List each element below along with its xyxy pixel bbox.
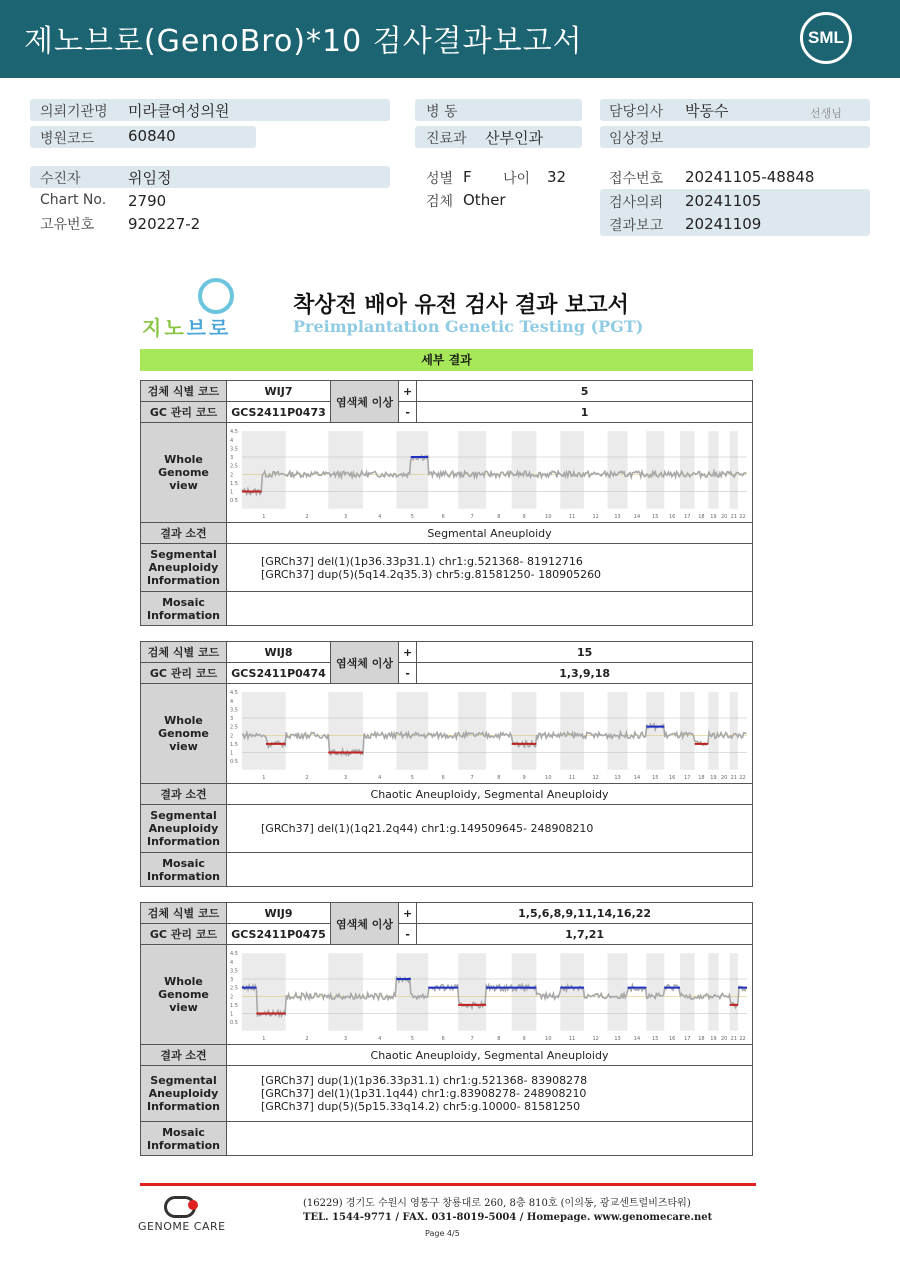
chromosome-label: 22	[739, 1035, 746, 1042]
chromosome-label: 2	[305, 774, 309, 781]
y-tick-label: 3	[229, 454, 234, 461]
specimen-code-label: 검체 식별 코드	[141, 903, 227, 924]
finding-value: Segmental Aneuploidy	[227, 523, 753, 544]
chromosome-band	[512, 692, 537, 770]
specimen-code-label: 검체 식별 코드	[141, 642, 227, 663]
minus-chromosomes: 1	[417, 402, 753, 423]
finding-label: 결과 소견	[141, 523, 227, 544]
chromosome-band	[730, 953, 738, 1031]
chromosome-band	[646, 953, 664, 1031]
logo-text-1: 지노	[142, 316, 187, 340]
chromosome-label: 17	[684, 1035, 691, 1042]
genobro-logo-text	[142, 312, 231, 341]
chromosome-label: 17	[684, 774, 691, 781]
minus-sign: -	[399, 402, 417, 423]
y-tick-label: 2	[229, 471, 234, 478]
y-tick-label: 3	[229, 715, 234, 722]
y-tick-label: 1	[229, 749, 234, 757]
chromosome-band	[458, 692, 486, 770]
chromosome-label: 4	[378, 1035, 382, 1042]
chromosome-label: 12	[592, 1035, 599, 1042]
gc-code-label: GC 관리 코드	[141, 663, 227, 684]
clinical-label: 임상정보	[609, 131, 664, 147]
mosaic-value	[227, 592, 753, 626]
chrom-abn-label: 염색체 이상	[331, 903, 399, 945]
chromosome-label: 3	[344, 774, 348, 781]
chromosome-label: 1	[262, 1035, 266, 1042]
y-tick-label: 3	[229, 976, 234, 983]
copy-number-trace	[242, 724, 746, 755]
dept-label: 진료과	[426, 131, 467, 147]
chromosome-label: 21	[730, 774, 738, 781]
y-tick-label: 2.5	[229, 463, 238, 470]
segmental-value	[227, 805, 753, 853]
segmental-label: Segmental Aneuploidy Information	[141, 1066, 227, 1122]
chromosome-band	[396, 431, 428, 509]
chromosome-label: 5	[410, 513, 414, 520]
plus-sign: +	[399, 903, 417, 924]
whole-genome-chart	[228, 686, 751, 782]
y-tick-label: 3.5	[229, 706, 238, 713]
chromosome-band	[512, 953, 537, 1031]
chromosome-band	[708, 692, 718, 770]
chromosome-label: 17	[684, 513, 691, 520]
y-tick-label: 0.5	[229, 1019, 238, 1026]
chromosome-label: 16	[668, 774, 676, 781]
chrom-abn-label: 염색체 이상	[331, 381, 399, 423]
segment-line: [GRCh37] dup(5)(5p15.33q14.2) chr5:g.10000- 81581250	[261, 1100, 581, 1113]
pgt-subtitle: Preimplantation Genetic Testing (PGT)	[293, 317, 644, 336]
report-label: 결과보고	[609, 218, 664, 234]
chromosome-label: 20	[720, 774, 728, 781]
result-table	[140, 641, 753, 887]
y-tick-label: 0.5	[229, 758, 238, 765]
y-tick-label: 0.5	[229, 497, 238, 504]
chromosome-label: 10	[545, 513, 552, 520]
y-tick-label: 1	[229, 488, 234, 496]
chromosome-label: 21	[730, 1035, 738, 1042]
chromosome-label: 9	[522, 513, 526, 520]
chromosome-label: 12	[592, 774, 599, 781]
gc-code-value: GCS2411P0474	[227, 663, 331, 684]
mosaic-value	[227, 853, 753, 887]
chrom-abn-label: 염색체 이상	[331, 642, 399, 684]
segment-line: [GRCh37] dup(1)(1p36.33p31.1) chr1:g.521368- 83908278	[261, 1074, 588, 1087]
y-tick-label: 1.5	[229, 1002, 238, 1009]
chromosome-label: 6	[441, 774, 445, 781]
footer-address	[303, 1197, 712, 1225]
minus-chromosomes: 1,3,9,18	[417, 663, 753, 684]
sex-value: F	[463, 168, 472, 186]
segment-line: [GRCh37] del(1)(1q21.2q44) chr1:g.149509645- 248908210	[261, 822, 594, 835]
id-label: 고유번호	[40, 217, 95, 233]
result-table	[140, 380, 753, 626]
examinee-label: 수진자	[40, 171, 81, 187]
chromosome-label: 8	[497, 513, 501, 520]
gc-code-value: GCS2411P0473	[227, 402, 331, 423]
examinee-row	[30, 166, 390, 188]
institution-value: 미라클여성의원	[128, 102, 230, 120]
chromosome-label: 7	[470, 1035, 474, 1042]
chromosome-label: 5	[410, 774, 414, 781]
y-tick-label: 4	[229, 698, 234, 705]
chromosome-label: 20	[720, 1035, 728, 1042]
chromosome-label: 13	[614, 513, 621, 520]
report-title: 제노브로(GenoBro)*10 검사결과보고서	[24, 24, 583, 59]
chromosome-label: 7	[470, 513, 474, 520]
y-tick-label: 4	[229, 959, 234, 966]
chromosome-label: 16	[668, 1035, 676, 1042]
y-tick-label: 1	[229, 1010, 234, 1018]
chromosome-band	[560, 431, 584, 509]
chromosome-label: 16	[668, 513, 676, 520]
chromosome-band	[242, 431, 286, 509]
segmental-value	[227, 1066, 753, 1122]
chromosome-label: 14	[633, 513, 641, 520]
y-tick-label: 3.5	[229, 967, 238, 974]
institution-label: 의뢰기관명	[40, 104, 108, 120]
y-tick-label: 2	[229, 732, 234, 739]
chromosome-band	[680, 953, 695, 1031]
chromosome-label: 6	[441, 1035, 445, 1042]
mosaic-value	[227, 1122, 753, 1156]
hospital-code-value: 60840	[128, 127, 176, 145]
chromosome-band	[680, 692, 695, 770]
plus-sign: +	[399, 381, 417, 402]
chromosome-label: 13	[614, 774, 621, 781]
age-label: 나이	[503, 171, 531, 187]
chromosome-band	[242, 953, 286, 1031]
pgt-title: 착상전 배아 유전 검사 결과 보고서	[293, 293, 629, 318]
chromosome-band	[680, 431, 695, 509]
dna-magnifier-icon	[198, 278, 234, 314]
chromosome-band	[708, 953, 718, 1031]
chromosome-band	[396, 953, 428, 1031]
chromosome-label: 22	[739, 513, 746, 520]
finding-label: 결과 소견	[141, 784, 227, 805]
chromosome-band	[730, 431, 738, 509]
chromosome-label: 11	[568, 774, 576, 781]
chromosome-label: 14	[633, 1035, 641, 1042]
finding-label: 결과 소견	[141, 1045, 227, 1066]
address-line: (16229) 경기도 수원시 영통구 창룡대로 260, 8층 810호 (이의동, 광교센트럴비즈타워)	[303, 1198, 691, 1209]
specimen-label: 검체	[426, 194, 454, 210]
genome-care-name: GENOME CARE	[138, 1220, 226, 1233]
chromosome-label: 20	[720, 513, 728, 520]
chromosome-label: 19	[710, 513, 717, 520]
chromosome-band	[328, 692, 363, 770]
chromosome-band	[512, 431, 537, 509]
receipt-label: 접수번호	[609, 171, 664, 187]
chromosome-band	[458, 953, 486, 1031]
chromosome-label: 11	[568, 1035, 576, 1042]
specimen-code-label: 검체 식별 코드	[141, 381, 227, 402]
segmental-label: Segmental Aneuploidy Information	[141, 805, 227, 853]
chromosome-band	[730, 692, 738, 770]
chromosome-label: 6	[441, 513, 445, 520]
y-tick-label: 1.5	[229, 741, 238, 748]
chromosome-band	[560, 953, 584, 1031]
chart-no-label: Chart No.	[40, 192, 107, 208]
chromosome-label: 2	[305, 513, 309, 520]
sml-logo: SML	[800, 12, 852, 64]
finding-value: Chaotic Aneuploidy, Segmental Aneuploidy	[227, 784, 753, 805]
chromosome-label: 2	[305, 1035, 309, 1042]
specimen-value: Other	[463, 191, 506, 209]
chromosome-label: 15	[652, 774, 659, 781]
doctor-label: 담당의사	[609, 104, 664, 120]
chromosome-label: 10	[545, 1035, 552, 1042]
finding-value: Chaotic Aneuploidy, Segmental Aneuploidy	[227, 1045, 753, 1066]
sex-label: 성별	[426, 171, 454, 187]
y-tick-label: 2	[229, 993, 234, 1000]
chromosome-label: 19	[710, 774, 717, 781]
chromosome-label: 3	[344, 513, 348, 520]
plus-chromosomes: 15	[417, 642, 753, 663]
chromosome-band	[607, 953, 627, 1031]
y-tick-label: 4.5	[229, 950, 238, 957]
request-value: 20241105	[685, 192, 762, 210]
gc-code-label: GC 관리 코드	[141, 402, 227, 423]
chromosome-label: 3	[344, 1035, 348, 1042]
segmental-value	[227, 544, 753, 592]
gc-code-label: GC 관리 코드	[141, 924, 227, 945]
y-tick-label: 4.5	[229, 689, 238, 696]
chromosome-label: 7	[470, 774, 474, 781]
specimen-code-value: WIJ7	[227, 381, 331, 402]
genome-care-dot-icon	[188, 1200, 198, 1210]
chromosome-label: 18	[698, 774, 705, 781]
contact-line: TEL. 1544-9771 / FAX. 031-8019-5004 / Homepage. www.genomecare.net	[303, 1212, 713, 1223]
receipt-value: 20241105-48848	[685, 168, 815, 186]
chromosome-label: 22	[739, 774, 746, 781]
ward-label: 병 동	[426, 104, 458, 120]
copy-number-trace	[242, 455, 746, 494]
whole-genome-label: Whole Genome view	[141, 945, 227, 1045]
chromosome-band	[328, 431, 363, 509]
chromosome-label: 8	[497, 774, 501, 781]
request-label: 검사의뢰	[609, 195, 664, 211]
chromosome-label: 15	[652, 1035, 659, 1042]
mosaic-label: Mosaic Information	[141, 1122, 227, 1156]
chromosome-label: 14	[633, 774, 641, 781]
genome-care-logo	[138, 1196, 230, 1236]
chromosome-label: 9	[522, 1035, 526, 1042]
y-tick-label: 4	[229, 437, 234, 444]
whole-genome-label: Whole Genome view	[141, 684, 227, 784]
footer-divider	[140, 1183, 756, 1186]
mosaic-label: Mosaic Information	[141, 592, 227, 626]
plus-chromosomes: 1,5,6,8,9,11,14,16,22	[417, 903, 753, 924]
examinee-value: 위임정	[128, 169, 172, 187]
chromosome-band	[328, 953, 363, 1031]
segmental-label: Segmental Aneuploidy Information	[141, 544, 227, 592]
chromosome-band	[242, 692, 286, 770]
whole-genome-chart	[228, 947, 751, 1043]
specimen-code-value: WIJ9	[227, 903, 331, 924]
chromosome-label: 15	[652, 513, 659, 520]
chromosome-band	[458, 431, 486, 509]
chromosome-label: 8	[497, 1035, 501, 1042]
chromosome-label: 5	[410, 1035, 414, 1042]
y-tick-label: 4.5	[229, 428, 238, 435]
result-table	[140, 902, 753, 1156]
segment-line: [GRCh37] dup(5)(5q14.2q35.3) chr5:g.81581250- 180905260	[261, 567, 602, 581]
age-value: 32	[547, 168, 567, 186]
minus-sign: -	[399, 924, 417, 945]
genobro-logo	[140, 276, 250, 338]
chromosome-label: 10	[545, 774, 552, 781]
segment-line: [GRCh37] del(1)(1p31.1q44) chr1:g.83908278- 248908210	[261, 1087, 587, 1100]
chromosome-label: 21	[730, 513, 738, 520]
report-header	[0, 0, 900, 78]
whole-genome-chart	[228, 425, 751, 521]
specimen-code-value: WIJ8	[227, 642, 331, 663]
logo-text-2: 브로	[186, 316, 232, 340]
chromosome-label: 9	[522, 774, 526, 781]
chart-no-value: 2790	[128, 192, 167, 210]
chromosome-label: 19	[710, 1035, 717, 1042]
y-tick-label: 3.5	[229, 445, 238, 452]
y-tick-label: 2.5	[229, 724, 238, 731]
whole-genome-label: Whole Genome view	[141, 423, 227, 523]
section-detail-results: 세부 결과	[140, 349, 753, 371]
gc-code-value: GCS2411P0475	[227, 924, 331, 945]
plus-chromosomes: 5	[417, 381, 753, 402]
doctor-suffix: 선생님	[810, 107, 842, 120]
dept-value: 산부인과	[485, 129, 543, 147]
chromosome-label: 1	[262, 513, 266, 520]
chromosome-label: 4	[378, 774, 382, 781]
report-value: 20241109	[685, 215, 762, 233]
chromosome-label: 18	[698, 513, 705, 520]
chromosome-label: 13	[614, 1035, 621, 1042]
chromosome-label: 4	[378, 513, 382, 520]
y-tick-label: 1.5	[229, 480, 238, 487]
y-tick-label: 2.5	[229, 985, 238, 992]
minus-sign: -	[399, 663, 417, 684]
hospital-code-label: 병원코드	[40, 131, 95, 147]
mosaic-label: Mosaic Information	[141, 853, 227, 887]
plus-sign: +	[399, 642, 417, 663]
chromosome-label: 12	[592, 513, 599, 520]
chromosome-label: 18	[698, 1035, 705, 1042]
doctor-value: 박동수	[685, 102, 729, 120]
segment-line: [GRCh37] del(1)(1p36.33p31.1) chr1:g.521368- 81912716	[261, 554, 583, 568]
id-value: 920227-2	[128, 215, 201, 233]
minus-chromosomes: 1,7,21	[417, 924, 753, 945]
chromosome-label: 11	[568, 513, 576, 520]
chromosome-band	[607, 692, 627, 770]
chromosome-band	[560, 692, 584, 770]
page-number: Page 4/5	[425, 1229, 460, 1238]
chromosome-label: 1	[262, 774, 266, 781]
